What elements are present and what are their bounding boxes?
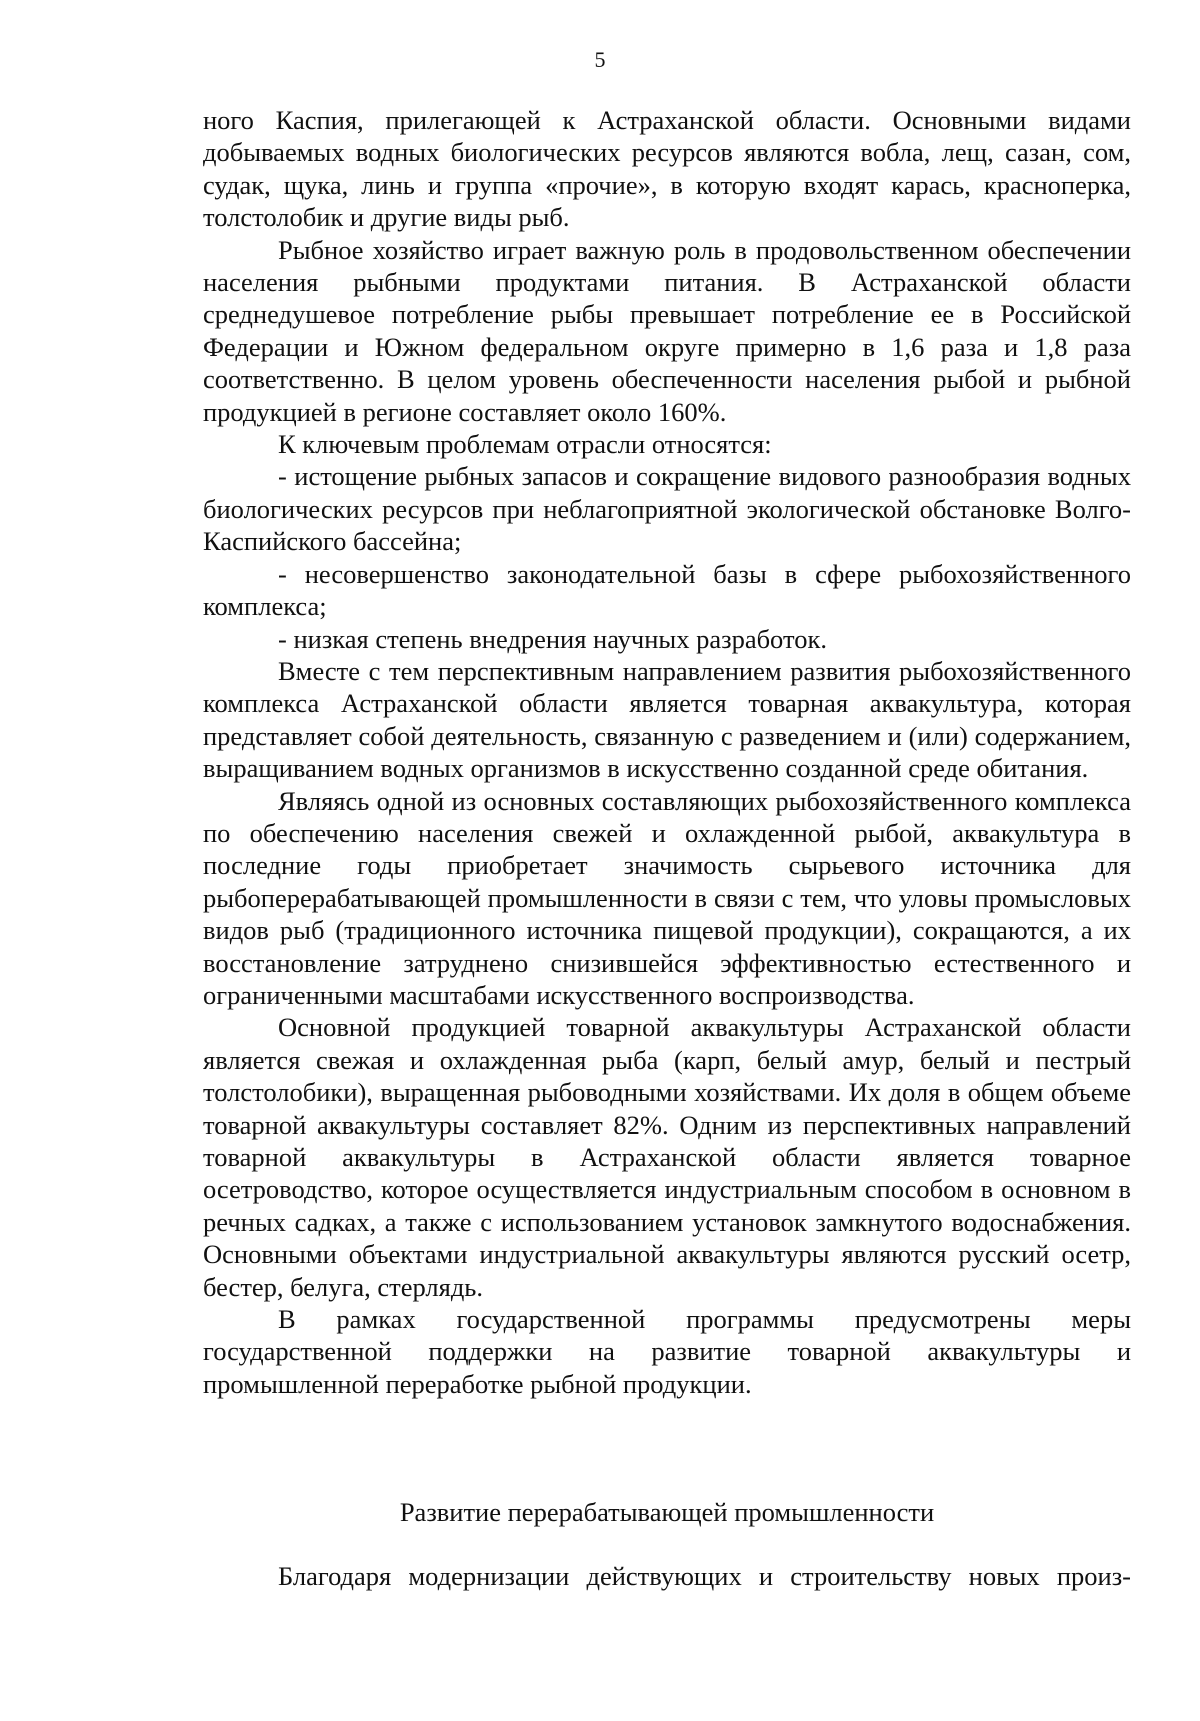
list-item: - несовершенство законодательной базы в сфере рыбохозяйственного комплекса;: [203, 558, 1131, 622]
paragraph-start: Благодаря модернизации действующих и строительству новых произ-: [278, 1561, 1131, 1591]
paragraph: ного Каспия, прилегающей к Астраханской области. Основными видами добываемых водных биологических ресурсов являются вобла, лещ, сазан, сом, судак, щука, линь и группа «прочие», в которую входят карась, красноперка, толстолобик и другие виды рыб.: [203, 105, 1131, 233]
paragraph: В рамках государственной программы предусмотрены меры государственной поддержки на развитие товарной аквакультуры и промышленной переработке рыбной продукции.: [203, 1304, 1131, 1399]
body-text: [203, 104, 1131, 1400]
paragraph: Основной продукцией товарной аквакультуры Астраханской области является свежая и охлажденная рыба (карп, белый амур, белый и пестрый толстолобики), выращенная рыбоводными хозяйствами. Их доля в общем объеме товарной аквакультуры составляет 82%. Одним из перспективных направлений товарной аквакультуры в Астраханской области является товарное осетроводство, которое осуществляется индустриальным способом в основном в речных садках, а также с использованием установок замкнутого водоснабжения. Основными объектами индустриальной аквакультуры являются русский осетр, бестер, белуга, стерлядь.: [203, 1012, 1131, 1302]
list-item: - низкая степень внедрения научных разработок.: [278, 623, 827, 654]
paragraph: Рыбное хозяйство играет важную роль в продовольственном обеспечении населения рыбными продуктами питания. В Астраханской области среднедушевое потребление рыбы превышает потребление ее в Российской Федерации и Южном федеральном округе примерно в 1,6 раза и 1,8 раза соответственно. В целом уровень обеспеченности населения рыбой и рыбной продукцией в регионе составляет около 160%.: [203, 234, 1131, 427]
page-number: 5: [594, 47, 606, 72]
section-heading: Развитие перерабатывающей промышленности: [399, 1497, 935, 1527]
list-item: - истощение рыбных запасов и сокращение видового разнообразия водных биологических ресурсов при неблагоприятной экологической обстановке Волго-Каспийского бассейна;: [203, 461, 1131, 557]
paragraph: Являясь одной из основных составляющих рыбохозяйственного комплекса по обеспечению населения свежей и охлажденной рыбой, аквакультура в последние годы приобретает значимость сырьевого источника для рыбоперерабатывающей промышленности в связи с тем, что уловы промысловых видов рыб (традиционного источника пищевой продукции), сокращаются, а их восстановление затруднено снизившейся эффективностью естественного и ограниченными масштабами искусственного воспроизводства.: [203, 785, 1131, 1010]
paragraph: Вместе с тем перспективным направлением развития рыбохозяйственного комплекса Астраханской области является товарная аквакультура, которая представляет собой деятельность, связанную с разведением и (или) содержанием, выращиванием водных организмов в искусственно созданной среде обитания.: [203, 655, 1131, 784]
paragraph: К ключевым проблемам отрасли относятся:: [278, 429, 772, 460]
